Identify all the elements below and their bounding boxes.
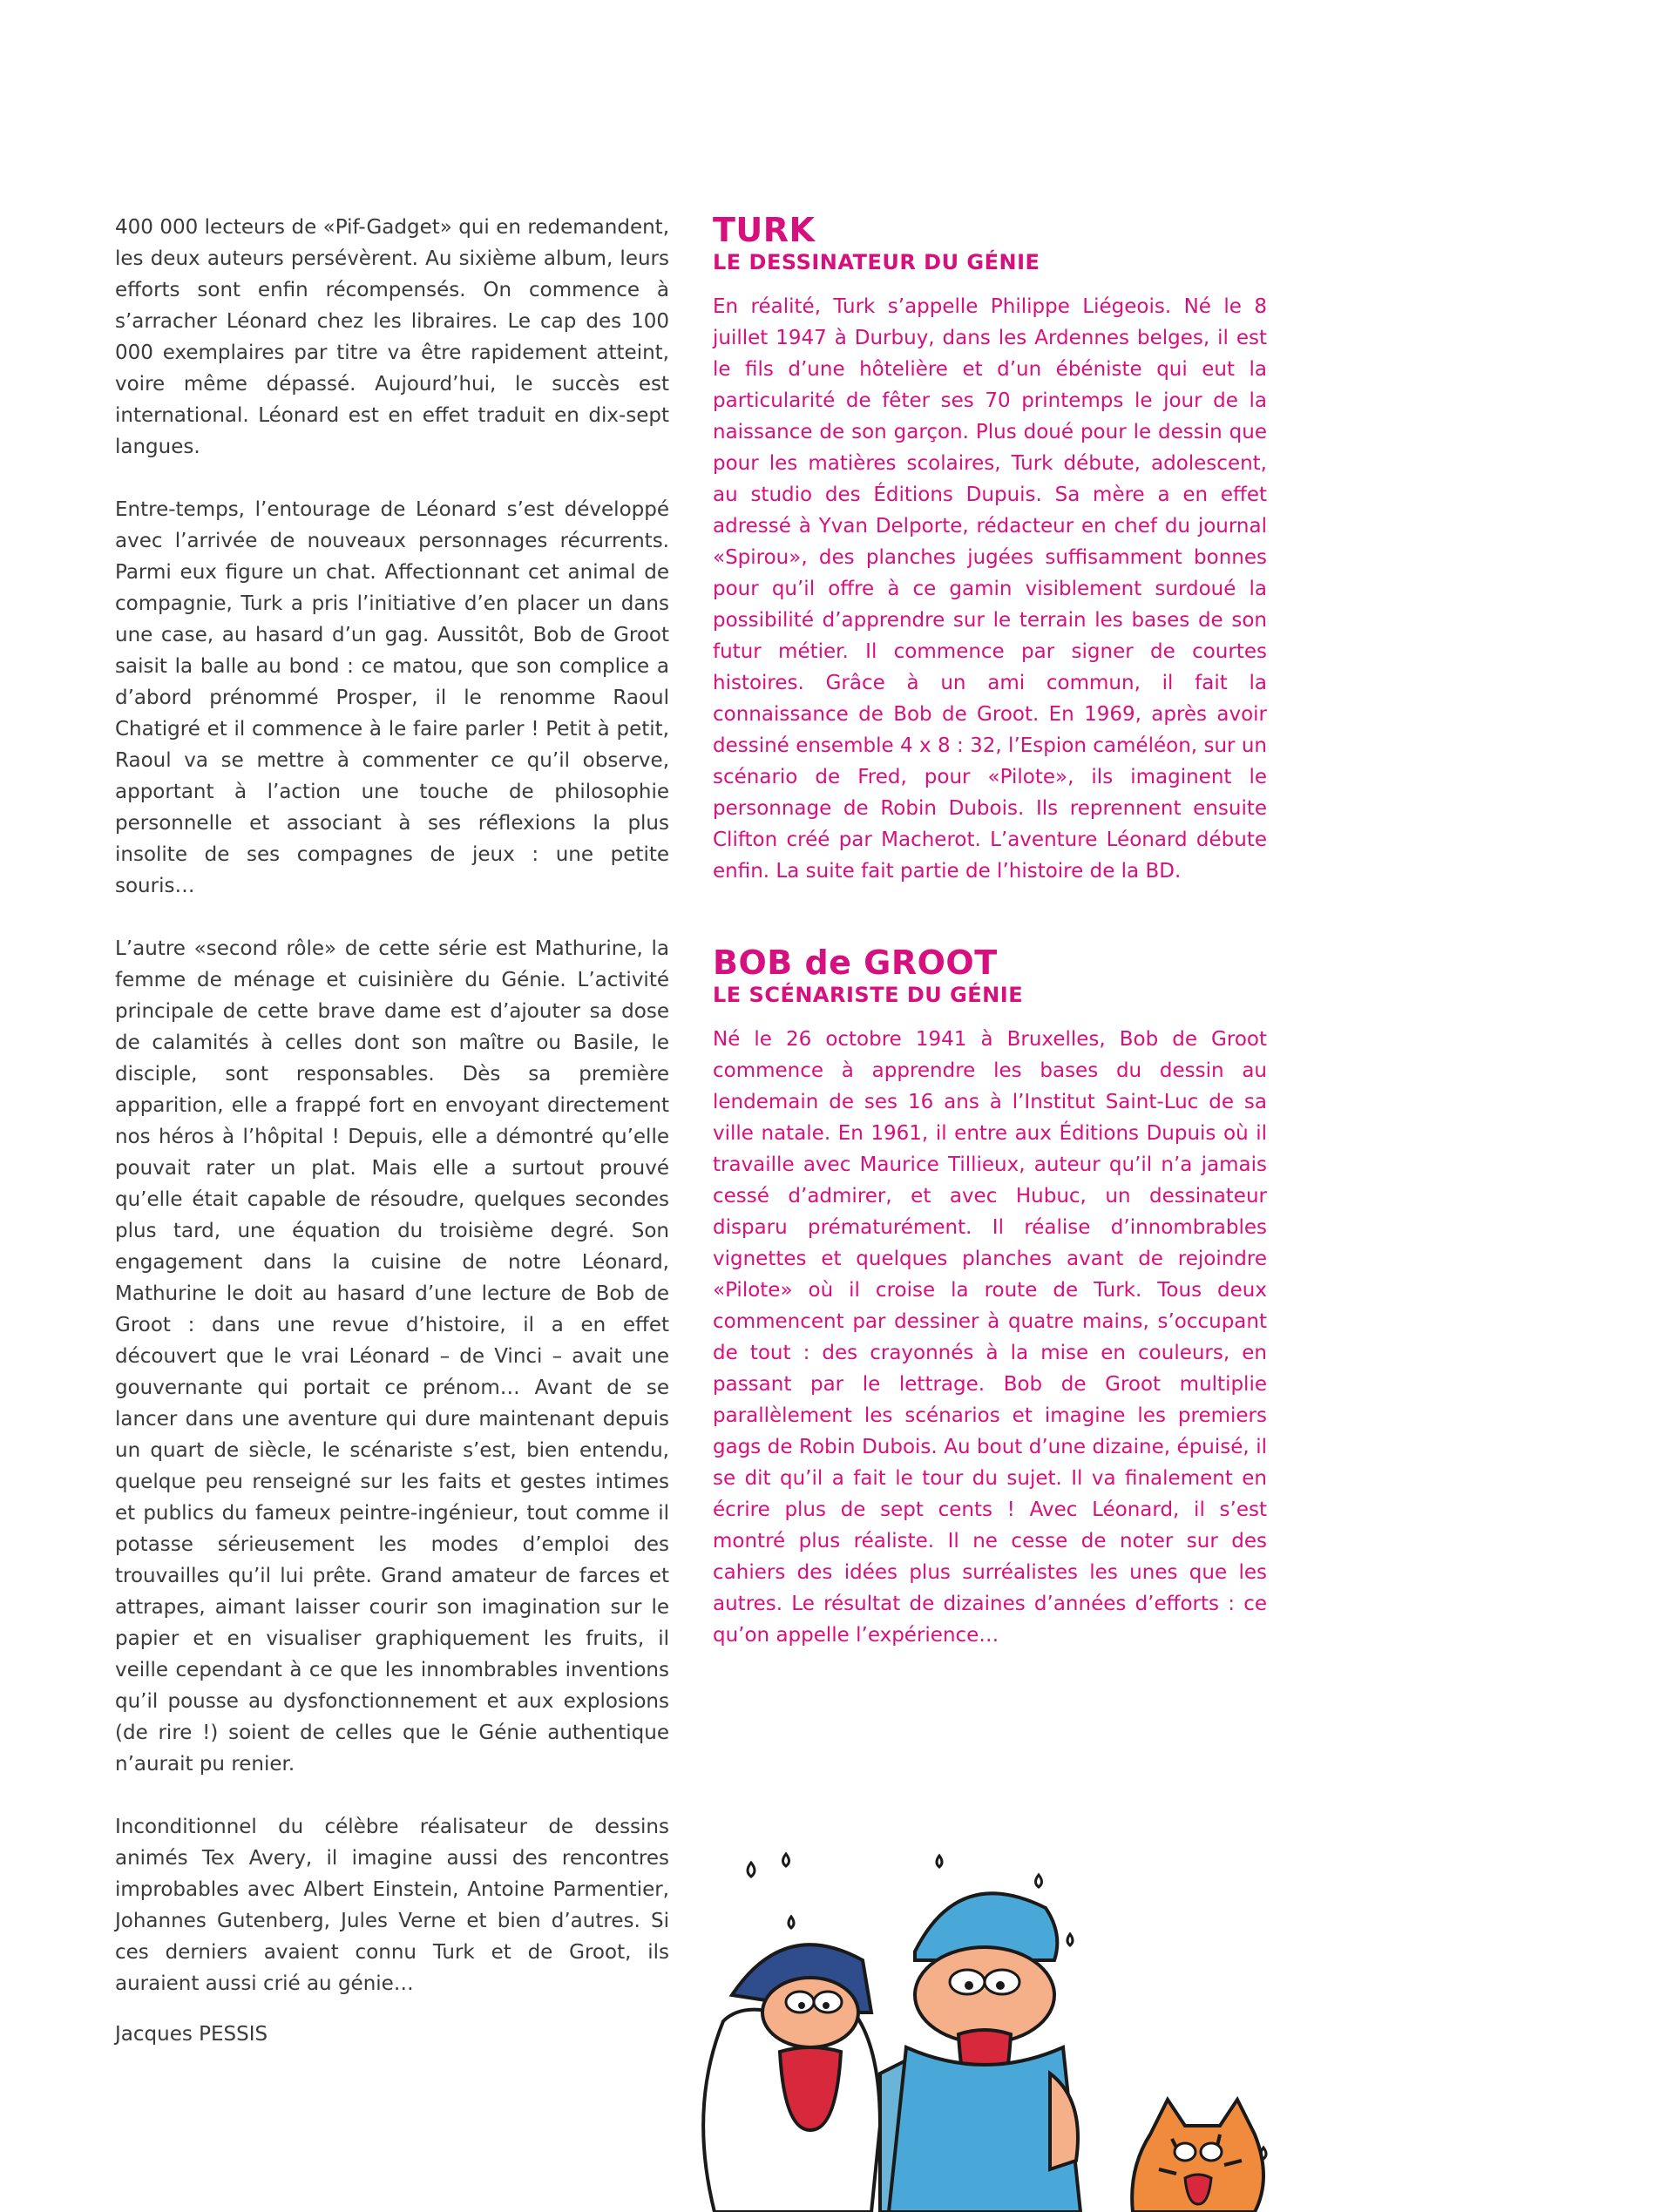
turk-heading: TURK (713, 211, 816, 249)
degroot-bio-section (713, 944, 1267, 1651)
turk-role: LE DESSINATEUR DU GÉNIE (713, 250, 1040, 274)
degroot-role: LE SCÉNARISTE DU GÉNIE (713, 983, 1024, 1007)
article-column (115, 212, 669, 2050)
raoul-cat-character (1132, 2100, 1263, 2212)
article-paragraph-1: 400 000 lecteurs de «Pif-Gadget» qui en redemandent, les deux auteurs persévèrent. Au sixième album, leurs efforts sont enfin récompensés. On commence à s’arracher Léonard chez les libraires. Le cap des 100 000 exemplaires par titre va être rapidement atteint, voire même dépassé. Aujourd’hui, le succès est international. Léonard est en effet traduit en dix-sept langues. (115, 216, 669, 458)
author-signature: Jacques PESSIS (115, 2023, 268, 2046)
basile-character (889, 1893, 1080, 2212)
turk-bio-section (713, 211, 1267, 887)
article-paragraph-4: Inconditionnel du célèbre réalisateur de dessins animés Tex Avery, il imagine aussi des rencontres improbables avec Albert Einstein, Antoine Parmentier, Johannes Gutenberg, Jules Verne et bien d’autres. Si ces derniers avaient connu Turk et de Groot, ils auraient aussi crié au génie… (115, 1816, 669, 1995)
article-paragraph-2: Entre-temps, l’entourage de Léonard s’est développé avec l’arrivée de nouveaux personnages récurrents. Parmi eux figure un chat. Affectionnant cet animal de compagnie, Turk a pris l’initiative d’en placer un dans une case, au hasard d’un gag. Aussitôt, Bob de Groot saisit la balle au bond : ce matou, que son complice a d’abord prénommé Prosper, il le renomme Raoul Chatigré et il commence à le faire parler ! Petit à petit, Raoul va se mettre à commenter ce qu’il observe, apportant à l’action une touche de philosophie personnelle et associant à ses réflexions la plus insolite de ses compagnes de jeux : une petite souris… (115, 498, 669, 897)
article-paragraph-3: L’autre «second rôle» de cette série est Mathurine, la femme de ménage et cuisinière du Génie. L’activité principale de cette brave dame est d’ajouter sa dose de calamités à celles dont son maître ou Basile, le disciple, sont responsables. Dès sa première apparition, elle a frappé fort en envoyant directement nos héros à l’hôpital ! Depuis, elle a démontré qu’elle pouvait rater un plat. Mais elle a surtout prouvé qu’elle était capable de résoudre, quelques secondes plus tard, une équation du troisième degré. Son engagement dans la cuisine de notre Léonard, Mathurine le doit au hasard d’une lecture de Bob de Groot : dans une revue d’histoire, il a en effet découvert que le vrai Léonard – de Vinci – avait une gouvernante qui portait ce prénom… Avant de se lancer dans une aventure qui dure maintenant depuis un quart de siècle, le scénariste s’est, bien entendu, quelque peu renseigné sur les faits et gestes intimes et publics du fameux peintre-ingénieur, tout comme il potasse sérieusement les modes d’emploi des trouvailles qu’il lui prête. Grand amateur de farces et attrapes, aimant laisser courir son imagination sur le papier et en visualiser graphiquement les fruits, il veille cependant à ce que les innombrables inventions qu’il pousse au dysfonctionnement et aux explosions (de rire !) soient de celles que le Génie authentique n’aurait pu renier. (115, 937, 669, 1776)
degroot-heading: BOB de GROOT (713, 944, 998, 982)
cartoon-illustration (697, 1847, 1324, 2212)
degroot-bio-text: Né le 26 octobre 1941 à Bruxelles, Bob de Groot commence à apprendre les bases du dessin au lendemain de ses 16 ans à l’Institut Saint-Luc de sa ville natale. En 1961, il entre aux Éditions Dupuis où il travaille avec Maurice Tillieux, auteur qu’il n’a jamais cessé d’admirer, et avec Hubuc, un dessinateur disparu prématurément. Il réalise d’innombrables vignettes et quelques planches avant de rejoindre «Pilote» où il croise la route de Turk. Tous deux commencent par dessiner à quatre mains, s’occupant de tout : des crayonnés à la mise en couleurs, en passant par le lettrage. Bob de Groot multiplie parallèlement les scénarios et imagine les premiers gags de Robin Dubois. Au bout d’une dizaine, épuisé, il se dit qu’il a fait le tour du sujet. Il va finalement en écrire plus de sept cents ! Avec Léonard, il s’est montré plus réaliste. Il ne cesse de noter sur des cahiers des idées plus surréalistes les unes que les autres. Le résultat de dizaines d’années d’efforts : ce qu’on appelle l’expérience… (713, 1028, 1267, 1647)
turk-bio-text: En réalité, Turk s’appelle Philippe Liégeois. Né le 8 juillet 1947 à Durbuy, dans les Ardennes belges, il est le fils d’une hôtelière et d’un ébéniste qui eut la particularité de fêter ses 70 printemps le jour de la naissance de son garçon. Plus doué pour le dessin que pour les matières scolaires, Turk débute, adolescent, au studio des Éditions Dupuis. Sa mère a en effet adressé à Yvan Delporte, rédacteur en chef du journal «Spirou», des planches jugées suffisamment bonnes pour qu’il offre à ce gamin visiblement surdoué la possibilité d’apprendre sur le terrain les bases de son futur métier. Il commence par signer de courtes histoires. Grâce à un ami commun, il fait la connaissance de Bob de Groot. En 1969, après avoir dessiné ensemble 4 x 8 : 32, l’Espion caméléon, sur un scénario de Fred, pour «Pilote», ils imaginent le personnage de Robin Dubois. Ils reprennent ensuite Clifton créé par Macherot. L’aventure Léonard débute enfin. La suite fait partie de l’histoire de la BD. (713, 295, 1267, 883)
